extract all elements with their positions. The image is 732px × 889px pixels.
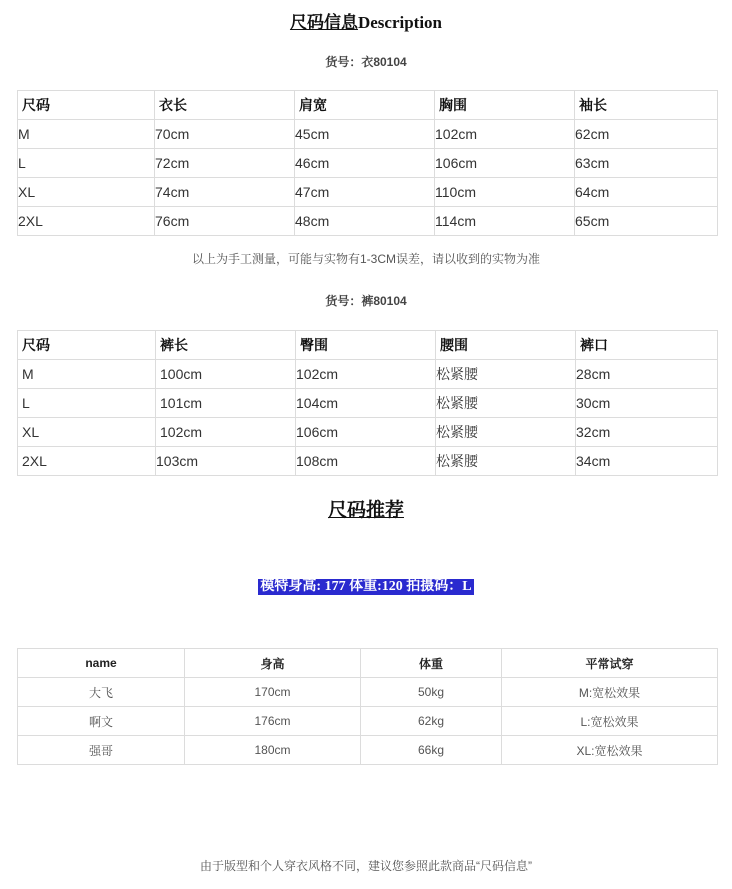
header-cell: 身高 <box>185 649 361 678</box>
table-cell: 101cm <box>156 389 296 418</box>
table-cell: 102cm <box>156 418 296 447</box>
table-cell: M:宽松效果 <box>502 678 718 707</box>
title-rest: Description <box>357 13 443 32</box>
table-cell: 2XL <box>18 207 155 236</box>
table-row <box>18 736 718 765</box>
table-cell: 102cm <box>435 120 575 149</box>
table-cell: 32cm <box>576 418 718 447</box>
table-row <box>18 178 718 207</box>
pants-item-number: 货号：裤80104 <box>325 294 407 308</box>
table-row <box>18 149 718 178</box>
table-cell: 114cm <box>435 207 575 236</box>
table-cell: 松紧腰 <box>436 389 576 418</box>
header-cell: 尺码 <box>18 331 156 360</box>
header-cell: name <box>18 649 185 678</box>
table-row <box>18 120 718 149</box>
table-header-row <box>18 91 718 120</box>
header-cell: 衣长 <box>155 91 295 120</box>
table-cell: M <box>18 360 156 389</box>
table-row <box>18 207 718 236</box>
table-cell: 70cm <box>155 120 295 149</box>
table-cell: 65cm <box>575 207 718 236</box>
table-cell: 28cm <box>576 360 718 389</box>
table-header-row <box>18 331 718 360</box>
table-cell: 103cm <box>156 447 296 476</box>
header-cell: 胸围 <box>435 91 575 120</box>
model-info-banner: 模特身高: 177 体重:120 拍摄码：L <box>260 579 472 594</box>
recommend-table <box>17 648 718 765</box>
table-cell: 2XL <box>18 447 156 476</box>
table-row <box>18 418 718 447</box>
header-cell: 肩宽 <box>295 91 435 120</box>
table-cell: 50kg <box>361 678 502 707</box>
model-info <box>0 577 732 595</box>
header-cell: 体重 <box>361 649 502 678</box>
table-cell: 30cm <box>576 389 718 418</box>
table-cell: 啊文 <box>18 707 185 736</box>
table-cell: 76cm <box>155 207 295 236</box>
pants-size-table <box>17 330 718 476</box>
table-cell: 102cm <box>296 360 436 389</box>
table-cell: 46cm <box>295 149 435 178</box>
header-cell: 裤长 <box>156 331 296 360</box>
header-cell: 裤口 <box>576 331 718 360</box>
table-cell: XL:宽松效果 <box>502 736 718 765</box>
header-cell: 尺码 <box>18 91 155 120</box>
header-cell: 腰围 <box>436 331 576 360</box>
table-cell: M <box>18 120 155 149</box>
header-cell: 平常试穿 <box>502 649 718 678</box>
table-cell: L <box>18 389 156 418</box>
table-cell: 106cm <box>296 418 436 447</box>
table-cell: 强哥 <box>18 736 185 765</box>
header-cell: 袖长 <box>575 91 718 120</box>
measurement-note: 以上为手工测量，可能与实物有1-3CM误差，请以收到的实物为准 <box>191 252 540 266</box>
table-cell: 106cm <box>435 149 575 178</box>
table-row <box>18 707 718 736</box>
table-cell: 104cm <box>296 389 436 418</box>
table-row <box>18 360 718 389</box>
table-cell: 180cm <box>185 736 361 765</box>
table-cell: XL <box>18 178 155 207</box>
table-cell: 72cm <box>155 149 295 178</box>
table-cell: 34cm <box>576 447 718 476</box>
table-row <box>18 389 718 418</box>
title-underlined: 尺码信息 <box>289 13 358 32</box>
table-cell: L:宽松效果 <box>502 707 718 736</box>
header-cell: 臀围 <box>296 331 436 360</box>
table-cell: 63cm <box>575 149 718 178</box>
table-cell: 100cm <box>156 360 296 389</box>
top-item-number: 货号：衣80104 <box>325 55 407 69</box>
table-cell: 松紧腰 <box>436 360 576 389</box>
table-cell: 47cm <box>295 178 435 207</box>
table-cell: L <box>18 149 155 178</box>
table-row <box>18 447 718 476</box>
table-cell: 45cm <box>295 120 435 149</box>
recommend-title <box>0 495 732 522</box>
table-cell: 176cm <box>185 707 361 736</box>
table-cell: XL <box>18 418 156 447</box>
table-cell: 110cm <box>435 178 575 207</box>
top-size-table <box>17 90 718 236</box>
table-cell: 62cm <box>575 120 718 149</box>
page-title <box>0 8 732 33</box>
footer-note: 由于版型和个人穿衣风格不同，建议您参照此款商品“尺码信息” <box>200 859 532 873</box>
table-cell: 62kg <box>361 707 502 736</box>
table-cell: 64cm <box>575 178 718 207</box>
table-cell: 松紧腰 <box>436 418 576 447</box>
table-row <box>18 678 718 707</box>
table-cell: 大飞 <box>18 678 185 707</box>
table-cell: 74cm <box>155 178 295 207</box>
table-cell: 66kg <box>361 736 502 765</box>
table-cell: 48cm <box>295 207 435 236</box>
recommend-title-text: 尺码推荐 <box>327 500 404 521</box>
table-cell: 108cm <box>296 447 436 476</box>
table-cell: 170cm <box>185 678 361 707</box>
table-header-row <box>18 649 718 678</box>
table-cell: 松紧腰 <box>436 447 576 476</box>
